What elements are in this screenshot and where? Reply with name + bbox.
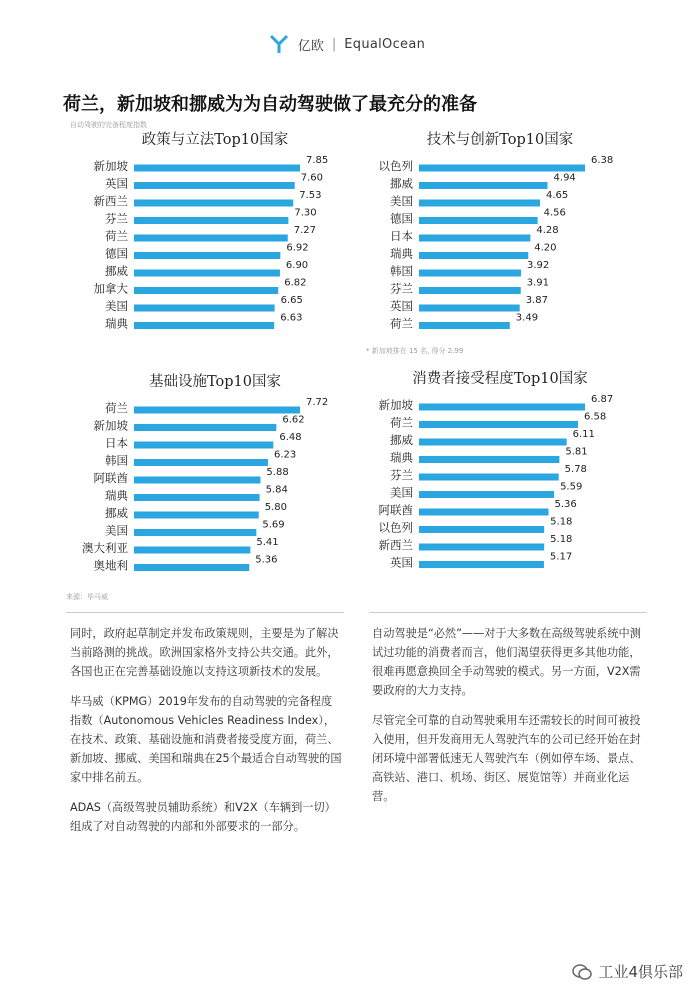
bar [134,459,268,466]
paragraph: 自动驾驶是“必然”——对于大多数在高级驾驶系统中测试过功能的消费者而言，他们渴望获得更多其他功能，很难再愿意换回全手动驾驶的模式。另一方面，V2X需要政府的大力支持。 [372,627,641,697]
value-label: 7.27 [293,225,317,236]
column-rule-left [66,612,344,613]
bar [134,252,280,259]
chart-consumer-svg [365,367,635,582]
category-label: 荷兰 [390,316,413,331]
category-label: 英国 [390,299,413,313]
bar [134,270,280,277]
bar [134,442,273,449]
category-label: 新西兰 [378,538,413,552]
brand-cn: 亿欧 [297,38,324,54]
value-label: 5.88 [266,467,289,478]
category-label: 美国 [390,485,413,500]
value-label: 6.87 [591,394,614,405]
category-label: 芬兰 [390,281,413,296]
category-label: 美国 [105,523,128,538]
bar [134,322,274,329]
bar [134,305,275,312]
value-label: 7.85 [306,155,329,166]
value-label: 4.20 [534,242,557,254]
bar [134,407,300,414]
category-label: 日本 [390,229,413,243]
category-label: 德国 [390,211,413,226]
bar [419,509,549,516]
chart-title: 政策与立法Top10国家 [141,132,289,148]
bar [419,235,530,242]
paragraph: 同时，政府起草制定并发布政策规则，主要是为了解决当前路测的挑战。欧洲国家格外支持公共交通。此外，各国也正在完善基础设施以支持这项新技术的发展。 [70,627,339,678]
brand-en: EqualOcean [344,36,426,52]
bar [419,404,585,411]
value-label: 5.36 [554,499,577,510]
watermark [572,961,683,982]
value-label: 5.81 [565,446,588,458]
bar [419,165,585,172]
category-label: 瑞典 [105,316,128,331]
value-label: 4.28 [536,225,559,236]
bar [419,561,544,568]
bar [419,526,544,533]
yiou-logo-icon [268,33,290,55]
category-label: 日本 [105,436,128,450]
category-label: 英国 [105,176,128,191]
category-label: 奥地利 [93,558,128,573]
bar [134,200,293,207]
category-label: 芬兰 [105,211,128,226]
watermark-text: 工业4俱乐部 [598,963,683,981]
category-label: 德国 [105,246,128,261]
bar [134,235,288,242]
chart-tech-svg [365,128,635,343]
chart-consumer [365,367,635,582]
category-label: 挪威 [105,506,128,520]
category-label: 挪威 [105,264,128,278]
chart-title: 技术与创新Top10国家 [426,132,574,148]
value-label: 5.41 [256,537,279,548]
bar [134,165,300,172]
value-label: 7.60 [300,172,323,184]
value-label: 7.30 [294,207,317,219]
bar [134,529,256,536]
chart-subtitle: 自动驾驶的完备程度指数 [70,121,147,129]
chart-title: 消费者接受程度Top10国家 [412,371,588,387]
value-label: 6.23 [273,449,297,461]
bar [419,544,544,551]
value-label: 5.36 [255,554,278,566]
source-note: 来源：毕马威 [66,593,108,601]
chart-policy-svg [80,128,350,343]
category-label: 新西兰 [93,194,128,208]
category-label: 加拿大 [93,281,128,296]
value-label: 4.56 [543,207,566,219]
bar [419,439,567,446]
brand-separator: | [331,36,337,52]
body-column-left [70,624,342,847]
category-label: 美国 [390,194,413,208]
bar [419,456,559,463]
category-label: 阿联酋 [93,471,128,485]
value-label: 4.65 [545,190,569,201]
value-label: 5.59 [560,481,583,493]
category-label: 阿联酋 [378,503,413,517]
value-label: 3.91 [526,277,549,289]
value-label: 3.92 [526,260,550,271]
category-label: 芬兰 [390,468,413,482]
chart-title: 基础设施Top10国家 [148,374,281,390]
paragraph: 毕马威（KPMG）2019年发布的自动驾驶的完备程度指数（Autonomous Vehicles Readiness Index），在技术、政策、基础设施和消费者接受度方面，荷兰、新加坡、挪威、美国和瑞典在25个最适合自动驾驶的国家中排名前五。 [70,695,342,784]
bar [419,252,528,259]
category-label: 以色列 [378,159,413,173]
value-label: 6.58 [583,411,607,423]
bar [419,270,521,277]
wechat-icon [572,963,592,981]
category-label: 荷兰 [105,229,128,243]
value-label: 7.53 [299,190,322,201]
value-label: 3.87 [525,295,548,306]
bar [419,474,559,481]
value-label: 6.62 [282,414,305,426]
bar [419,200,540,207]
bar [134,564,249,571]
value-label: 6.92 [286,242,309,254]
footnote-tech: * 新加坡排在 15 名, 得分 2.99 [366,347,464,355]
category-label: 韩国 [390,264,413,278]
category-label: 荷兰 [105,401,128,415]
value-label: 5.18 [550,516,573,528]
value-label: 5.80 [264,502,287,513]
bar [134,182,295,189]
category-label: 英国 [390,555,413,570]
bar [419,421,578,428]
value-label: 6.11 [572,429,595,440]
value-label: 6.90 [285,260,309,271]
bar [134,217,288,224]
chart-infrastructure [80,370,350,585]
category-label: 荷兰 [390,415,413,430]
paragraph: ADAS（高级驾驶员辅助系统）和V2X（车辆到一切）组成了对自动驾驶的内部和外部要求的一部分。 [70,801,336,833]
page-title: 荷兰，新加坡和挪威为为自动驾驶做了最充分的准备 [63,94,477,115]
bar [134,477,260,484]
bar [134,287,278,294]
category-label: 澳大利亚 [82,541,128,555]
bar [134,547,250,554]
column-rule-right [369,612,647,613]
paragraph: 尽管完全可靠的自动驾驶乘用车还需较长的时间可被投入使用，但开发商用无人驾驶汽车的公司已经开始在封闭环境中部署低速无人驾驶汽车（例如停车场、景点、高铁站、港口、机场、街区、展览馆等）并商业化运营。 [372,714,641,803]
bar [419,322,510,329]
value-label: 6.65 [280,295,303,306]
chart-tech [365,128,635,343]
category-label: 瑞典 [390,246,413,261]
value-label: 5.69 [262,519,285,531]
bar [419,491,554,498]
bar [419,287,521,294]
value-label: 6.48 [279,432,302,443]
bar [419,217,538,224]
category-label: 挪威 [390,433,413,447]
value-label: 4.94 [553,172,576,184]
category-label: 以色列 [378,520,413,535]
value-label: 7.72 [306,397,329,408]
value-label: 6.82 [284,277,307,289]
value-label: 5.78 [564,464,587,475]
value-label: 6.38 [591,155,614,166]
chart-policy [80,128,350,343]
category-label: 瑞典 [105,488,128,503]
brand-header [0,30,693,58]
value-label: 5.84 [265,484,288,496]
bar [134,512,259,519]
category-label: 新加坡 [93,418,128,433]
value-label: 5.17 [549,551,573,563]
value-label: 3.49 [515,312,539,324]
value-label: 5.18 [550,534,573,545]
value-label: 6.63 [280,312,303,324]
bar [134,494,260,501]
category-label: 韩国 [105,453,128,468]
body-column-right [372,624,644,817]
category-label: 挪威 [390,176,413,191]
bar [134,424,276,431]
category-label: 瑞典 [390,450,413,465]
bar [419,182,548,189]
chart-infrastructure-svg [80,370,350,585]
bar [419,305,520,312]
category-label: 新加坡 [378,398,413,412]
category-label: 美国 [105,299,128,313]
category-label: 新加坡 [93,159,128,173]
